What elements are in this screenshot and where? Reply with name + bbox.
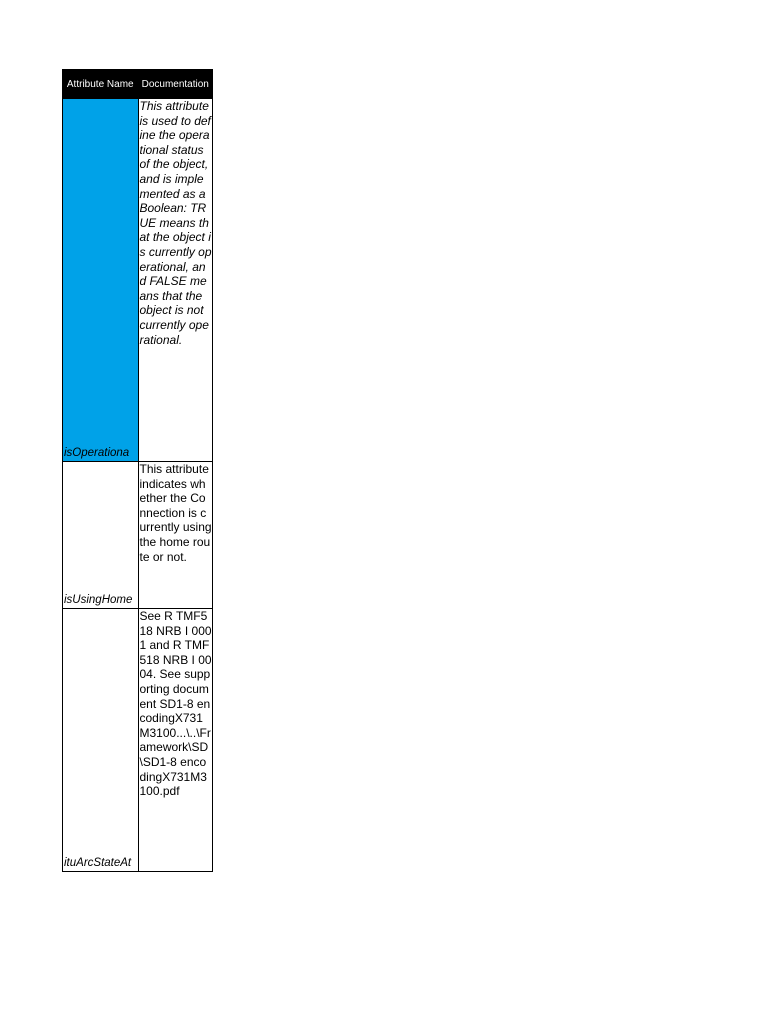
documentation-cell[interactable]: This attribute indicates whether the Connection is currently using the home route or not. <box>138 462 213 609</box>
documentation-cell[interactable]: See R TMF518 NRB I 0001 and R TMF518 NRB I 0004. See supporting document SD1-8 encodingX731M3100...\..\Framework\SD\SD1-8 encodingX731M3100.pdf <box>138 609 213 872</box>
header-documentation[interactable] <box>138 70 213 99</box>
attribute-table <box>62 69 213 872</box>
table-row <box>63 609 213 872</box>
documentation-cell[interactable]: This attribute is used to define the operational status of the object, and is implemented as a Boolean: TRUE means that the object is currently operational, and FALSE means that the object is not currently operational. <box>138 99 213 462</box>
table-row <box>63 99 213 462</box>
attribute-name-cell[interactable]: isUsingHome <box>63 462 139 609</box>
table-row <box>63 462 213 609</box>
header-row <box>63 70 213 99</box>
attribute-name-cell[interactable]: isOperationa <box>63 99 139 462</box>
header-documentation-label: Documentation <box>141 78 209 90</box>
header-attribute-name[interactable] <box>63 70 139 99</box>
attribute-name-cell[interactable]: ituArcStateAt <box>63 609 139 872</box>
header-attribute-name-label: Attribute Name <box>66 78 134 90</box>
